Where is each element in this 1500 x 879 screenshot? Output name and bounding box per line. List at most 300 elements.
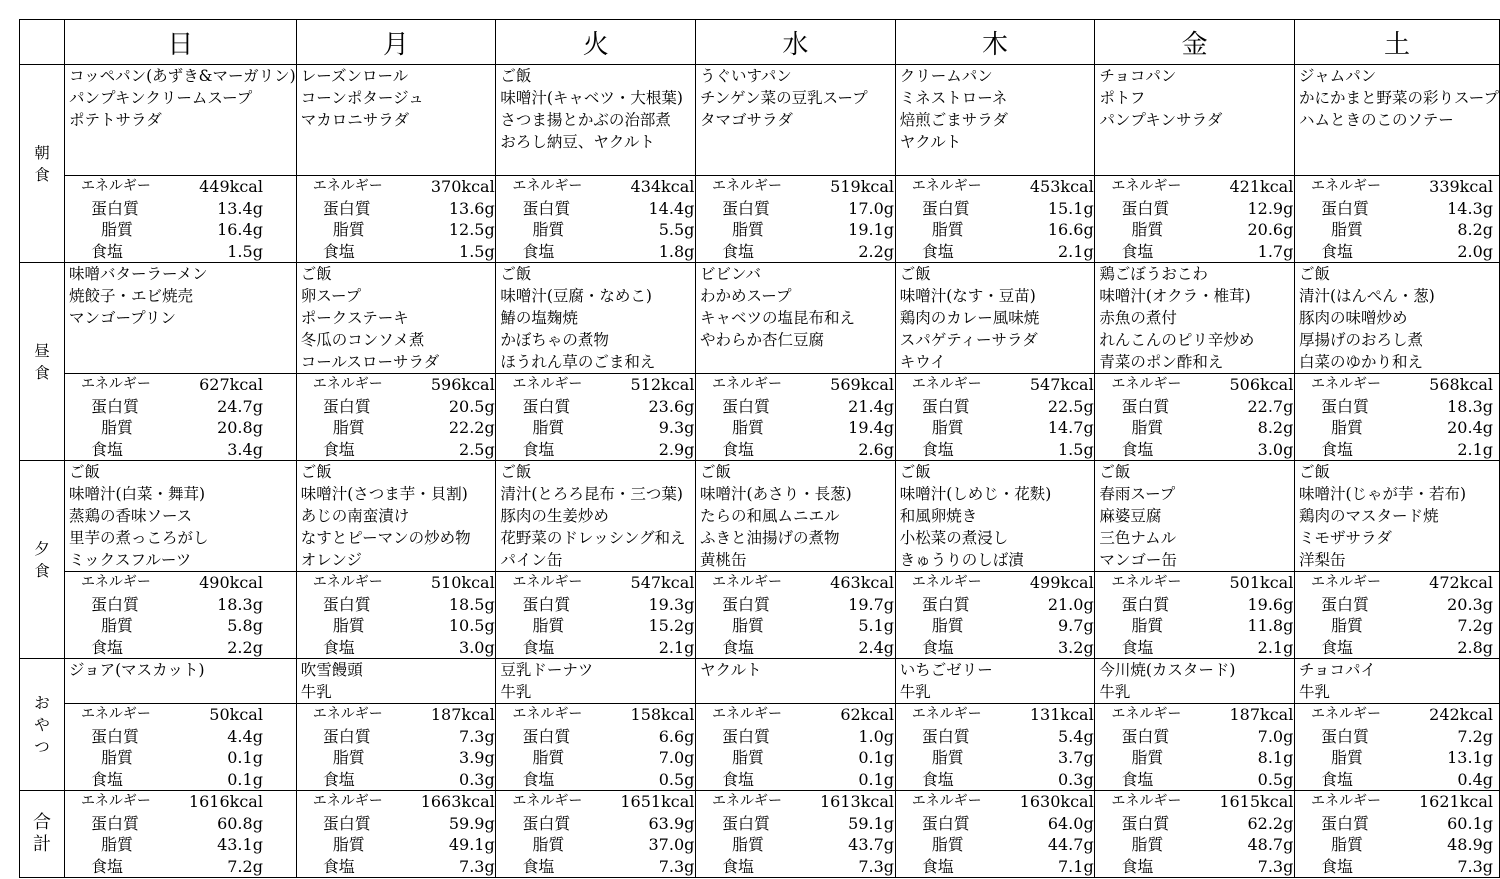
nutrient-value-protein: 7.0g [1257,726,1294,746]
nutrient-value-energy: 547kcal [1029,375,1094,394]
nutrition-cell [696,374,896,461]
dish-item: 青菜のポン酢和え [1099,353,1224,371]
meal-nutrition-row [20,176,1500,263]
nutrient-value-energy: 596kcal [430,375,495,394]
nutrient-label: 蛋白質 [921,396,970,416]
total-label [20,791,65,878]
nutrient-value-fat: 43.7g [848,835,895,854]
nutrient-label: エネルギー [1311,793,1381,809]
dish-item: パイン缶 [500,551,563,569]
nutrient-value-salt: 0.4g [1457,769,1493,789]
meal-label-char: 食 [34,165,50,184]
dish-item: きゅうりのしば漬 [899,551,1024,569]
dish-item: 焼餃子・エビ焼売 [68,287,193,305]
nutrient-value-protein: 62.2g [1247,813,1294,833]
dish-item: やわらか杏仁豆腐 [700,331,825,349]
nutrient-value-energy: 339kcal [1429,177,1493,196]
nutrient-label: エネルギー [1311,706,1381,722]
dish-item: オレンジ [300,551,362,569]
nutrition-block [65,791,296,877]
dishes-cell [1095,659,1295,704]
nutrient-value-fat: 0.1g [858,748,895,767]
dish-item: 三色ナムル [1099,529,1177,547]
nutrient-label: 食塩 [722,769,755,789]
dish-item: コールスローサラダ [300,353,440,371]
nutrient-value-energy: 1615kcal [1219,792,1294,811]
nutrition-block [696,572,895,658]
nutrient-label: 脂質 [332,616,365,635]
dish-item: 蒸鶏の香味ソース [68,507,193,525]
nutrition-cell [895,572,1095,659]
nutrient-label: エネルギー [911,793,982,809]
nutrient-label: エネルギー [312,574,383,590]
dishes-cell [1095,461,1295,572]
nutrient-value-fat: 44.7g [1047,835,1094,854]
dish-item: 牛乳 [899,683,931,701]
nutrition-block [896,374,1095,460]
nutrition-cell [496,704,696,791]
nutrient-label: 脂質 [532,835,565,854]
dish-item: ご飯 [500,463,532,481]
nutrition-block [496,572,695,658]
nutrient-label: 蛋白質 [1321,813,1370,833]
nutrition-block [1295,374,1499,460]
meal-label [20,659,65,791]
dish-item: 春雨スープ [1099,485,1176,503]
nutrient-label: 蛋白質 [722,813,771,833]
total-cell [895,791,1095,878]
total-cell [696,791,896,878]
nutrient-label: エネルギー [712,574,783,590]
nutrient-label: 蛋白質 [921,198,970,218]
dish-item: ふきと油揚げの煮物 [700,529,840,547]
total-label-char: 合 [32,812,51,833]
nutrient-value-protein: 59.9g [448,813,495,833]
nutrient-label: 脂質 [100,616,133,635]
nutrient-value-energy: 512kcal [630,375,695,394]
nutrient-value-salt: 0.5g [658,769,695,789]
nutrient-label: 食塩 [1321,439,1354,459]
nutrient-value-protein: 21.0g [1047,594,1094,614]
nutrition-cell [895,374,1095,461]
dishes-cell [496,263,696,374]
nutrition-block [1095,704,1294,790]
nutrient-label: 脂質 [1131,616,1164,635]
total-cell [496,791,696,878]
dish-item: ご飯 [1299,463,1331,481]
nutrient-label: 脂質 [1131,418,1164,437]
dish-item: チンゲン菜の豆乳スープ [700,89,868,107]
nutrient-label: 脂質 [532,220,565,239]
nutrient-value-energy: 510kcal [430,573,495,592]
nutrient-label: 脂質 [532,616,565,635]
nutrient-label: 蛋白質 [90,594,139,614]
dishes-cell [1095,65,1295,176]
nutrient-label: エネルギー [911,574,982,590]
nutrient-value-salt: 2.1g [1257,637,1294,657]
nutrition-cell [496,374,696,461]
nutrition-cell [296,374,496,461]
nutrient-value-salt: 2.6g [858,439,895,459]
dish-item: 厚揚げのおろし煮 [1299,331,1424,349]
nutrient-value-salt: 0.5g [1257,769,1294,789]
nutrient-value-energy: 490kcal [199,573,263,592]
nutrient-label: 食塩 [1121,439,1154,459]
nutrient-value-salt: 3.0g [1257,439,1294,459]
dish-item: ご飯 [700,463,732,481]
dish-item: 清汁(とろろ昆布・三つ葉) [500,485,683,503]
nutrient-label: 食塩 [1321,241,1354,261]
dishes-cell [895,461,1095,572]
dish-item: 豚肉の味噌炒め [1299,309,1408,327]
nutrition-block [1295,176,1499,262]
dish-item: 味噌汁(しめじ・花麩) [899,485,1052,503]
nutrient-value-energy: 370kcal [430,177,495,196]
nutrient-value-salt: 2.4g [858,637,895,657]
meal-label-char: 昼 [34,341,50,360]
meal-label [20,461,65,659]
nutrient-value-protein: 23.6g [648,396,695,416]
dish-item: うぐいすパン [700,67,792,85]
nutrient-label: 脂質 [332,418,365,437]
nutrient-value-fat: 11.8g [1247,616,1294,635]
nutrient-label: 食塩 [90,241,123,261]
nutrient-value-salt: 2.0g [1457,241,1493,261]
dish-item: かぼちゃの煮物 [500,331,609,349]
nutrition-block [496,176,695,262]
nutrient-label: 食塩 [921,856,954,876]
nutrient-label: 蛋白質 [1121,726,1170,746]
nutrient-value-fat: 3.7g [1058,748,1094,767]
nutrient-label: エネルギー [512,376,583,392]
day-header: 金 [1095,20,1295,65]
total-row [20,791,1500,878]
dish-item: 赤魚の煮付 [1099,309,1177,327]
nutrient-value-fat: 5.5g [658,220,695,239]
nutrition-cell [296,572,496,659]
nutrition-block [896,791,1095,877]
nutrient-label: 脂質 [1331,835,1364,854]
nutrient-value-energy: 627kcal [199,375,263,394]
nutrition-block [896,572,1095,658]
nutrient-value-fat: 9.7g [1058,616,1094,635]
nutrient-value-salt: 2.1g [658,637,695,657]
nutrient-value-fat: 16.4g [217,220,263,239]
nutrient-label: 食塩 [90,769,123,789]
nutrient-value-energy: 242kcal [1429,705,1493,724]
nutrient-value-energy: 501kcal [1229,573,1294,592]
nutrient-value-protein: 7.3g [459,726,495,746]
nutrition-block [1095,791,1294,877]
nutrient-label: 食塩 [322,637,355,657]
dish-item: 白菜のゆかり和え [1299,353,1424,371]
dish-item: 和風卵焼き [899,507,978,525]
dish-item: 味噌汁(オクラ・椎茸) [1099,287,1251,305]
nutrient-value-energy: 1630kcal [1019,792,1094,811]
meal-nutrition-row [20,374,1500,461]
nutrition-cell [496,176,696,263]
nutrition-block [297,176,496,262]
nutrient-label: エネルギー [1311,376,1381,392]
dish-item: ハムときのこのソテー [1299,111,1454,129]
nutrition-block [1295,704,1499,790]
nutrient-label: 脂質 [1331,616,1364,635]
nutrition-block [65,704,296,790]
dish-item: たらの和風ムニエル [700,507,840,525]
dish-item: チョコパイ [1299,661,1377,679]
dish-item: 味噌汁(キャベツ・大根葉) [500,89,683,107]
dishes-cell [696,659,896,704]
nutrition-cell [64,704,296,791]
nutrient-value-salt: 0.1g [227,769,263,789]
dish-item: 味噌バターラーメン [68,265,208,283]
dishes-cell [895,263,1095,374]
dish-item: ご飯 [500,265,532,283]
nutrition-block [696,791,895,877]
dish-item: クリームパン [899,67,993,85]
nutrient-value-energy: 449kcal [199,177,263,196]
nutrient-value-energy: 463kcal [830,573,895,592]
dish-item: ミネストローネ [899,89,1008,107]
dish-item: 黄桃缶 [700,551,747,569]
nutrition-cell [1295,572,1500,659]
nutrient-label: 脂質 [732,220,765,239]
nutrient-value-energy: 187kcal [430,705,495,724]
nutrient-label: 食塩 [1321,856,1354,876]
nutrient-value-salt: 0.3g [1058,769,1094,789]
nutrient-value-energy: 568kcal [1429,375,1493,394]
dishes-cell [1295,461,1500,572]
nutrition-block [65,572,296,658]
nutrient-value-protein: 60.1g [1447,813,1493,833]
nutrient-value-energy: 519kcal [830,177,895,196]
nutrient-value-fat: 37.0g [648,835,695,854]
dishes-cell [496,461,696,572]
nutrition-block [297,704,496,790]
nutrient-value-fat: 49.1g [448,835,495,854]
dish-item: キャベツの塩昆布和え [700,309,856,327]
nutrient-label: 脂質 [1131,748,1164,767]
nutrient-value-energy: 1663kcal [420,792,495,811]
meal-label [20,263,65,461]
nutrient-value-energy: 569kcal [830,375,895,394]
nutrient-value-fat: 3.9g [459,748,495,767]
dish-item: 牛乳 [500,683,532,701]
nutrition-block [496,374,695,460]
nutrient-value-salt: 7.3g [1257,856,1294,876]
nutrient-label: エネルギー [80,376,151,392]
nutrient-value-protein: 5.4g [1058,726,1094,746]
meal-label-char: や [34,715,50,734]
nutrition-block [896,704,1095,790]
nutrient-label: 脂質 [931,418,964,437]
nutrient-value-salt: 2.5g [459,439,495,459]
nutrient-label: 脂質 [100,418,133,437]
nutrient-value-protein: 18.3g [1447,396,1493,416]
dish-item: ご飯 [899,463,931,481]
nutrient-label: エネルギー [1111,706,1182,722]
nutrient-label: エネルギー [712,793,783,809]
day-header: 土 [1295,20,1500,65]
meal-nutrition-row [20,704,1500,791]
dishes-cell [64,461,296,572]
nutrient-label: 食塩 [1121,637,1154,657]
dish-item: 花野菜のドレッシング和え [500,529,686,547]
dish-item: コーンポタージュ [300,89,424,107]
dish-item: ミモザサラダ [1299,529,1392,547]
nutrition-block [1295,791,1499,877]
nutrition-block [1295,572,1499,658]
nutrient-label: 蛋白質 [90,198,139,218]
nutrient-value-salt: 1.7g [1257,241,1294,261]
dish-item: 味噌汁(なす・豆苗) [899,287,1036,305]
nutrition-cell [696,572,896,659]
nutrition-cell [296,704,496,791]
dishes-cell [1295,65,1500,176]
dish-item: 焙煎ごまサラダ [899,111,1009,129]
dish-item: ご飯 [300,463,332,481]
nutrient-label: 蛋白質 [90,726,139,746]
total-cell [1095,791,1295,878]
nutrient-value-salt: 7.3g [1457,856,1493,876]
dish-item: 卵スープ [300,287,362,305]
day-header-row [20,20,1500,65]
nutrient-value-energy: 62kcal [840,705,895,724]
nutrient-label: 蛋白質 [1121,594,1170,614]
nutrient-value-energy: 187kcal [1229,705,1294,724]
dish-item: ポトフ [1099,89,1146,107]
nutrient-label: 脂質 [1331,220,1364,239]
dish-item: ヤクルト [899,133,962,151]
nutrient-label: エネルギー [911,706,982,722]
nutrient-value-salt: 2.2g [227,637,263,657]
nutrient-label: 蛋白質 [90,396,139,416]
nutrient-label: 食塩 [322,241,355,261]
total-cell [64,791,296,878]
nutrient-value-fat: 16.6g [1047,220,1094,239]
nutrient-label: 食塩 [921,439,954,459]
nutrient-value-protein: 22.7g [1247,396,1294,416]
nutrient-label: エネルギー [512,178,583,194]
dish-item: わかめスープ [700,287,792,305]
nutrient-value-energy: 131kcal [1029,705,1094,724]
dish-item: タマゴサラダ [700,111,793,129]
nutrient-value-salt: 3.4g [227,439,263,459]
nutrient-value-fat: 8.2g [1457,220,1493,239]
dish-item: 味噌汁(さつま芋・貝割) [300,485,468,503]
nutrient-label: 食塩 [921,241,954,261]
nutrient-label: 脂質 [1331,748,1364,767]
dishes-cell [895,659,1095,704]
nutrient-label: 食塩 [921,769,954,789]
dish-item: 牛乳 [300,683,332,701]
nutrient-label: エネルギー [712,376,783,392]
dish-item: 清汁(はんぺん・葱) [1299,287,1435,305]
nutrient-label: 食塩 [522,439,555,459]
nutrient-value-fat: 20.6g [1247,220,1294,239]
nutrient-label: 食塩 [90,637,123,657]
nutrient-value-salt: 2.1g [1058,241,1094,261]
nutrient-label: エネルギー [512,793,583,809]
nutrient-label: 蛋白質 [1321,396,1370,416]
nutrient-value-protein: 12.9g [1247,198,1294,218]
nutrient-label: エネルギー [1311,178,1381,194]
nutrient-value-energy: 434kcal [630,177,695,196]
nutrient-label: エネルギー [312,178,383,194]
nutrition-block [496,704,695,790]
nutrient-label: 蛋白質 [1121,396,1170,416]
nutrient-value-fat: 20.4g [1447,418,1493,437]
dish-item: ご飯 [300,265,332,283]
nutrient-value-fat: 5.8g [227,616,263,635]
nutrient-value-salt: 2.2g [858,241,895,261]
nutrition-block [696,176,895,262]
nutrient-label: エネルギー [512,574,583,590]
nutrient-label: 蛋白質 [921,813,970,833]
nutrient-value-energy: 499kcal [1029,573,1094,592]
nutrient-value-protein: 1.0g [858,726,895,746]
nutrient-label: 食塩 [90,856,123,876]
nutrient-value-energy: 506kcal [1229,375,1294,394]
dish-item: ご飯 [68,463,100,481]
dish-item: ご飯 [1299,265,1331,283]
nutrient-value-fat: 7.0g [658,748,695,767]
nutrient-value-fat: 13.1g [1447,748,1493,767]
dishes-cell [1095,263,1295,374]
nutrient-label: エネルギー [312,706,383,722]
nutrition-cell [1095,704,1295,791]
nutrient-label: エネルギー [712,706,783,722]
dish-item: ジャムパン [1299,67,1377,85]
nutrition-cell [895,176,1095,263]
dish-item: あじの南蛮漬け [300,507,410,525]
dish-item: ミックスフルーツ [68,551,192,569]
nutrient-value-energy: 1616kcal [188,792,263,811]
meal-label-char: 食 [34,363,50,382]
dishes-cell [496,65,696,176]
nutrient-label: 蛋白質 [322,594,371,614]
nutrient-label: 脂質 [1131,835,1164,854]
nutrient-value-energy: 472kcal [1429,573,1493,592]
nutrient-label: 食塩 [1121,769,1154,789]
nutrient-value-salt: 0.3g [459,769,495,789]
total-label-char: 計 [32,834,51,855]
day-header: 木 [895,20,1095,65]
nutrient-label: 蛋白質 [322,396,371,416]
nutrient-value-energy: 547kcal [630,573,695,592]
nutrient-value-protein: 18.5g [448,594,495,614]
meal-label [20,65,65,263]
nutrient-value-salt: 1.5g [459,241,495,261]
nutrient-value-fat: 5.1g [858,616,895,635]
dish-item: キウイ [899,353,946,371]
nutrient-label: エネルギー [80,706,151,722]
nutrient-value-fat: 15.2g [648,616,695,635]
dishes-cell [895,65,1095,176]
dish-item: 鶏肉のマスタード焼 [1299,507,1439,525]
dish-item: コッペパン(あずき&マーガリン) [68,67,296,85]
nutrient-label: 蛋白質 [722,396,771,416]
nutrient-value-fat: 48.9g [1447,835,1493,854]
dishes-cell [696,65,896,176]
nutrient-label: 蛋白質 [522,396,571,416]
nutrition-block [1095,176,1294,262]
dish-item: 豚肉の生姜炒め [500,507,609,525]
nutrient-value-energy: 50kcal [209,705,263,724]
nutrient-value-salt: 2.1g [1457,439,1493,459]
total-cell [1295,791,1500,878]
nutrient-label: 脂質 [732,748,765,767]
